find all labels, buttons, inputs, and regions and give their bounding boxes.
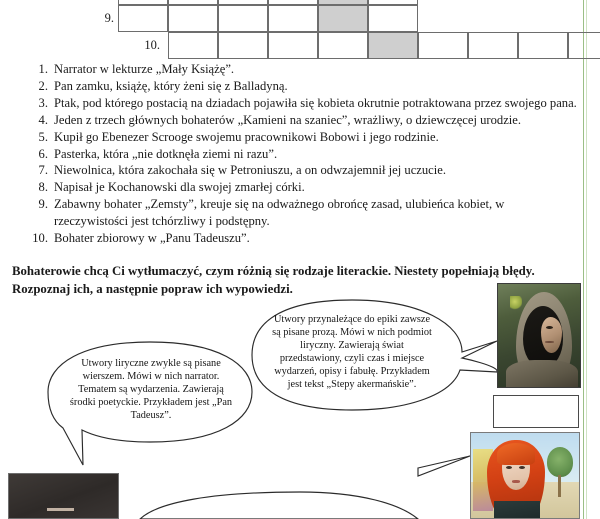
speech-bubble-dramat-shape	[140, 492, 418, 519]
instruction-line-2: Rozpoznaj ich, a następnie popraw ich wypowiedzi.	[12, 281, 293, 296]
clue-text: Ptak, pod którego postacią na dziadach pojawiła się kobieta okrutnie potraktowana przez swojego pana.	[54, 95, 577, 110]
photo-woman-mouth	[512, 480, 520, 483]
speech-bubble-epika-text: Utwory przynależące do epiki zawsze są pisane prozą. Mówi w nich podmiot liryczny. Zawierają świat przedstawiony, czyli czas i miejsce wydarzeń, opisy i fabułę. Przykładem jest tekst „Stepy akermańskie”.	[272, 314, 432, 391]
clue-item	[28, 129, 580, 145]
photo-watercolor-woman	[470, 432, 580, 519]
clue-number: 2.	[38, 78, 48, 93]
speech-bubble-liryka-shape	[48, 342, 252, 465]
clue-number: 4.	[38, 112, 48, 127]
speech-bubble-woman-tail	[418, 456, 470, 476]
clue-number: 6.	[38, 146, 48, 161]
speech-bubble-epika-shape	[252, 300, 497, 410]
photo-hooded-foliage	[510, 296, 522, 310]
clue-number: 9.	[38, 197, 48, 212]
clue-item	[28, 61, 580, 77]
crossword-cell[interactable]	[168, 5, 218, 32]
clue-text: Bohater zbiorowy w „Panu Tadeuszu”.	[54, 230, 250, 245]
crossword-cell[interactable]	[418, 32, 468, 59]
clue-list	[28, 61, 580, 246]
clue-item	[28, 146, 580, 162]
photo-hooded-eye	[546, 326, 553, 329]
crossword-cell[interactable]	[268, 5, 318, 32]
photo-woman-eye-right	[519, 466, 525, 469]
clue-text: Kupił go Ebenezer Scrooge swojemu pracownikowi Bobowi i jego rodzinie.	[54, 129, 439, 144]
speech-bubble-liryka-text: Utwory liryczne zwykle są pisane wierszem. Mówi w nich narrator. Tematem są wydarzenia. Zawierają środki poetyckie. Przykładem jest „Pan Tadeusz”.	[69, 358, 233, 422]
crossword-row-number: 10.	[144, 38, 160, 52]
clue-text: Jeden z trzech głównych bohaterów „Kamieni na szaniec”, wrażliwy, o dziewczęcej urodzie.	[54, 112, 522, 127]
crossword-cell[interactable]	[318, 32, 368, 59]
photo-woman-fringe	[497, 443, 535, 465]
clue-item	[28, 95, 580, 111]
crossword-cell[interactable]	[218, 32, 268, 59]
clue-item	[28, 112, 580, 128]
photo-woman-tree-trunk	[558, 475, 561, 497]
clue-number: 1.	[38, 62, 48, 76]
crossword-cell-highlighted[interactable]	[368, 32, 418, 59]
crossword-grid	[0, 0, 580, 60]
clue-text: Napisał je Kochanowski dla swojej zmarłej córki.	[54, 180, 305, 195]
crossword-cell[interactable]	[218, 5, 268, 32]
clue-number: 3.	[38, 95, 48, 110]
clue-item	[28, 196, 580, 229]
clue-number: 7.	[38, 163, 48, 178]
clue-number: 10.	[32, 230, 48, 245]
clue-text: Narrator w lekturze „Mały Książę”.	[54, 62, 235, 76]
photo-woman-eye-left	[506, 466, 512, 469]
crossword-cell[interactable]	[268, 32, 318, 59]
photo-woman-dress	[494, 501, 540, 519]
clue-number: 8.	[38, 180, 48, 195]
crossword-cell[interactable]	[368, 5, 418, 32]
photo-woman-tree	[547, 447, 573, 477]
crossword-cell[interactable]	[468, 32, 518, 59]
photo-hooded-shoulder	[506, 360, 578, 388]
crossword-cell-highlighted[interactable]	[318, 5, 368, 32]
clue-item	[28, 162, 580, 178]
clue-text: Niewolnica, która zakochała się w Petroniuszu, a on odwzajemnił jej uczucie.	[54, 163, 447, 178]
crossword-cell[interactable]	[118, 5, 168, 32]
photo-hooded-figure	[497, 283, 581, 388]
clue-text: Zabawny bohater „Zemsty”, kreuje się na odważnego obrońcę zasad, ulubieńca kobiet, w rzeczywistości jest tchórzliwy i podstępny.	[54, 197, 505, 228]
crossword-cell[interactable]	[568, 32, 600, 59]
clue-item	[28, 230, 580, 246]
clue-number: 5.	[38, 129, 48, 144]
photo-two-children	[8, 473, 119, 519]
crossword-cell[interactable]	[518, 32, 568, 59]
crossword-row-number: 9.	[104, 11, 114, 25]
answer-box-hooded[interactable]	[493, 395, 579, 428]
clue-item	[28, 78, 580, 94]
clue-text: Pasterka, która „nie dotknęła ziemi ni razu”.	[54, 146, 278, 161]
illustration-area	[0, 280, 600, 519]
photo-children-joined-hands	[47, 508, 74, 511]
crossword-cell[interactable]	[168, 32, 218, 59]
instruction-line-1: Bohaterowie chcą Ci wytłumaczyć, czym różnią się rodzaje literackie. Niestety popełniają błędy.	[12, 264, 535, 278]
clue-item	[28, 179, 580, 195]
photo-hooded-mouth	[545, 341, 554, 343]
clue-text: Pan zamku, książę, który żeni się z Balladyną.	[54, 78, 288, 93]
